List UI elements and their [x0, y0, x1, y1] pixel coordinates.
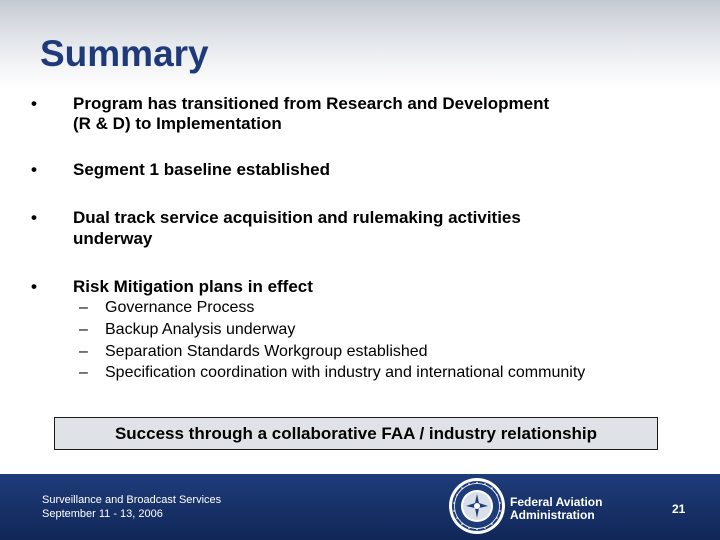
sub-item-marker: – [79, 299, 88, 316]
bullet-marker: • [31, 208, 37, 227]
bullet-marker: • [31, 160, 37, 179]
bullet-text-line: underway [73, 229, 153, 248]
footer-organization [510, 496, 602, 522]
bullet-text-line: Segment 1 baseline established [73, 160, 330, 179]
org-name-line-2: Administration [510, 508, 595, 522]
footer-date: September 11 - 13, 2006 [42, 508, 163, 520]
faa-seal-icon [448, 477, 506, 535]
page-number: 21 [672, 502, 686, 516]
bullet-text-line: (R & D) to Implementation [73, 114, 282, 133]
footer-bar [0, 474, 720, 540]
bullet-text-line: Program has transitioned from Research and Development [73, 94, 550, 113]
sub-item-text: Separation Standards Workgroup established [105, 343, 428, 360]
bullet-text-line: Dual track service acquisition and rulemaking activities [73, 208, 521, 227]
org-name-line-1: Federal Aviation [510, 495, 603, 509]
sub-item-marker: – [79, 321, 88, 338]
callout-box: Success through a collaborative FAA / industry relationship [54, 417, 658, 450]
bullet-text-line: Risk Mitigation plans in effect [73, 277, 313, 296]
sub-item-text: Governance Process [105, 299, 255, 316]
footer-program-name: Surveillance and Broadcast Services [42, 494, 222, 506]
slide-title: Summary [40, 33, 209, 74]
sub-item-text: Specification coordination with industry and international community [105, 364, 586, 381]
footer-program-info [42, 493, 221, 521]
sub-item-text: Backup Analysis underway [105, 321, 296, 338]
bullet-marker: • [31, 277, 37, 296]
bullet-marker: • [31, 94, 37, 113]
sub-item-marker: – [79, 343, 88, 360]
sub-item-marker: – [79, 364, 88, 381]
